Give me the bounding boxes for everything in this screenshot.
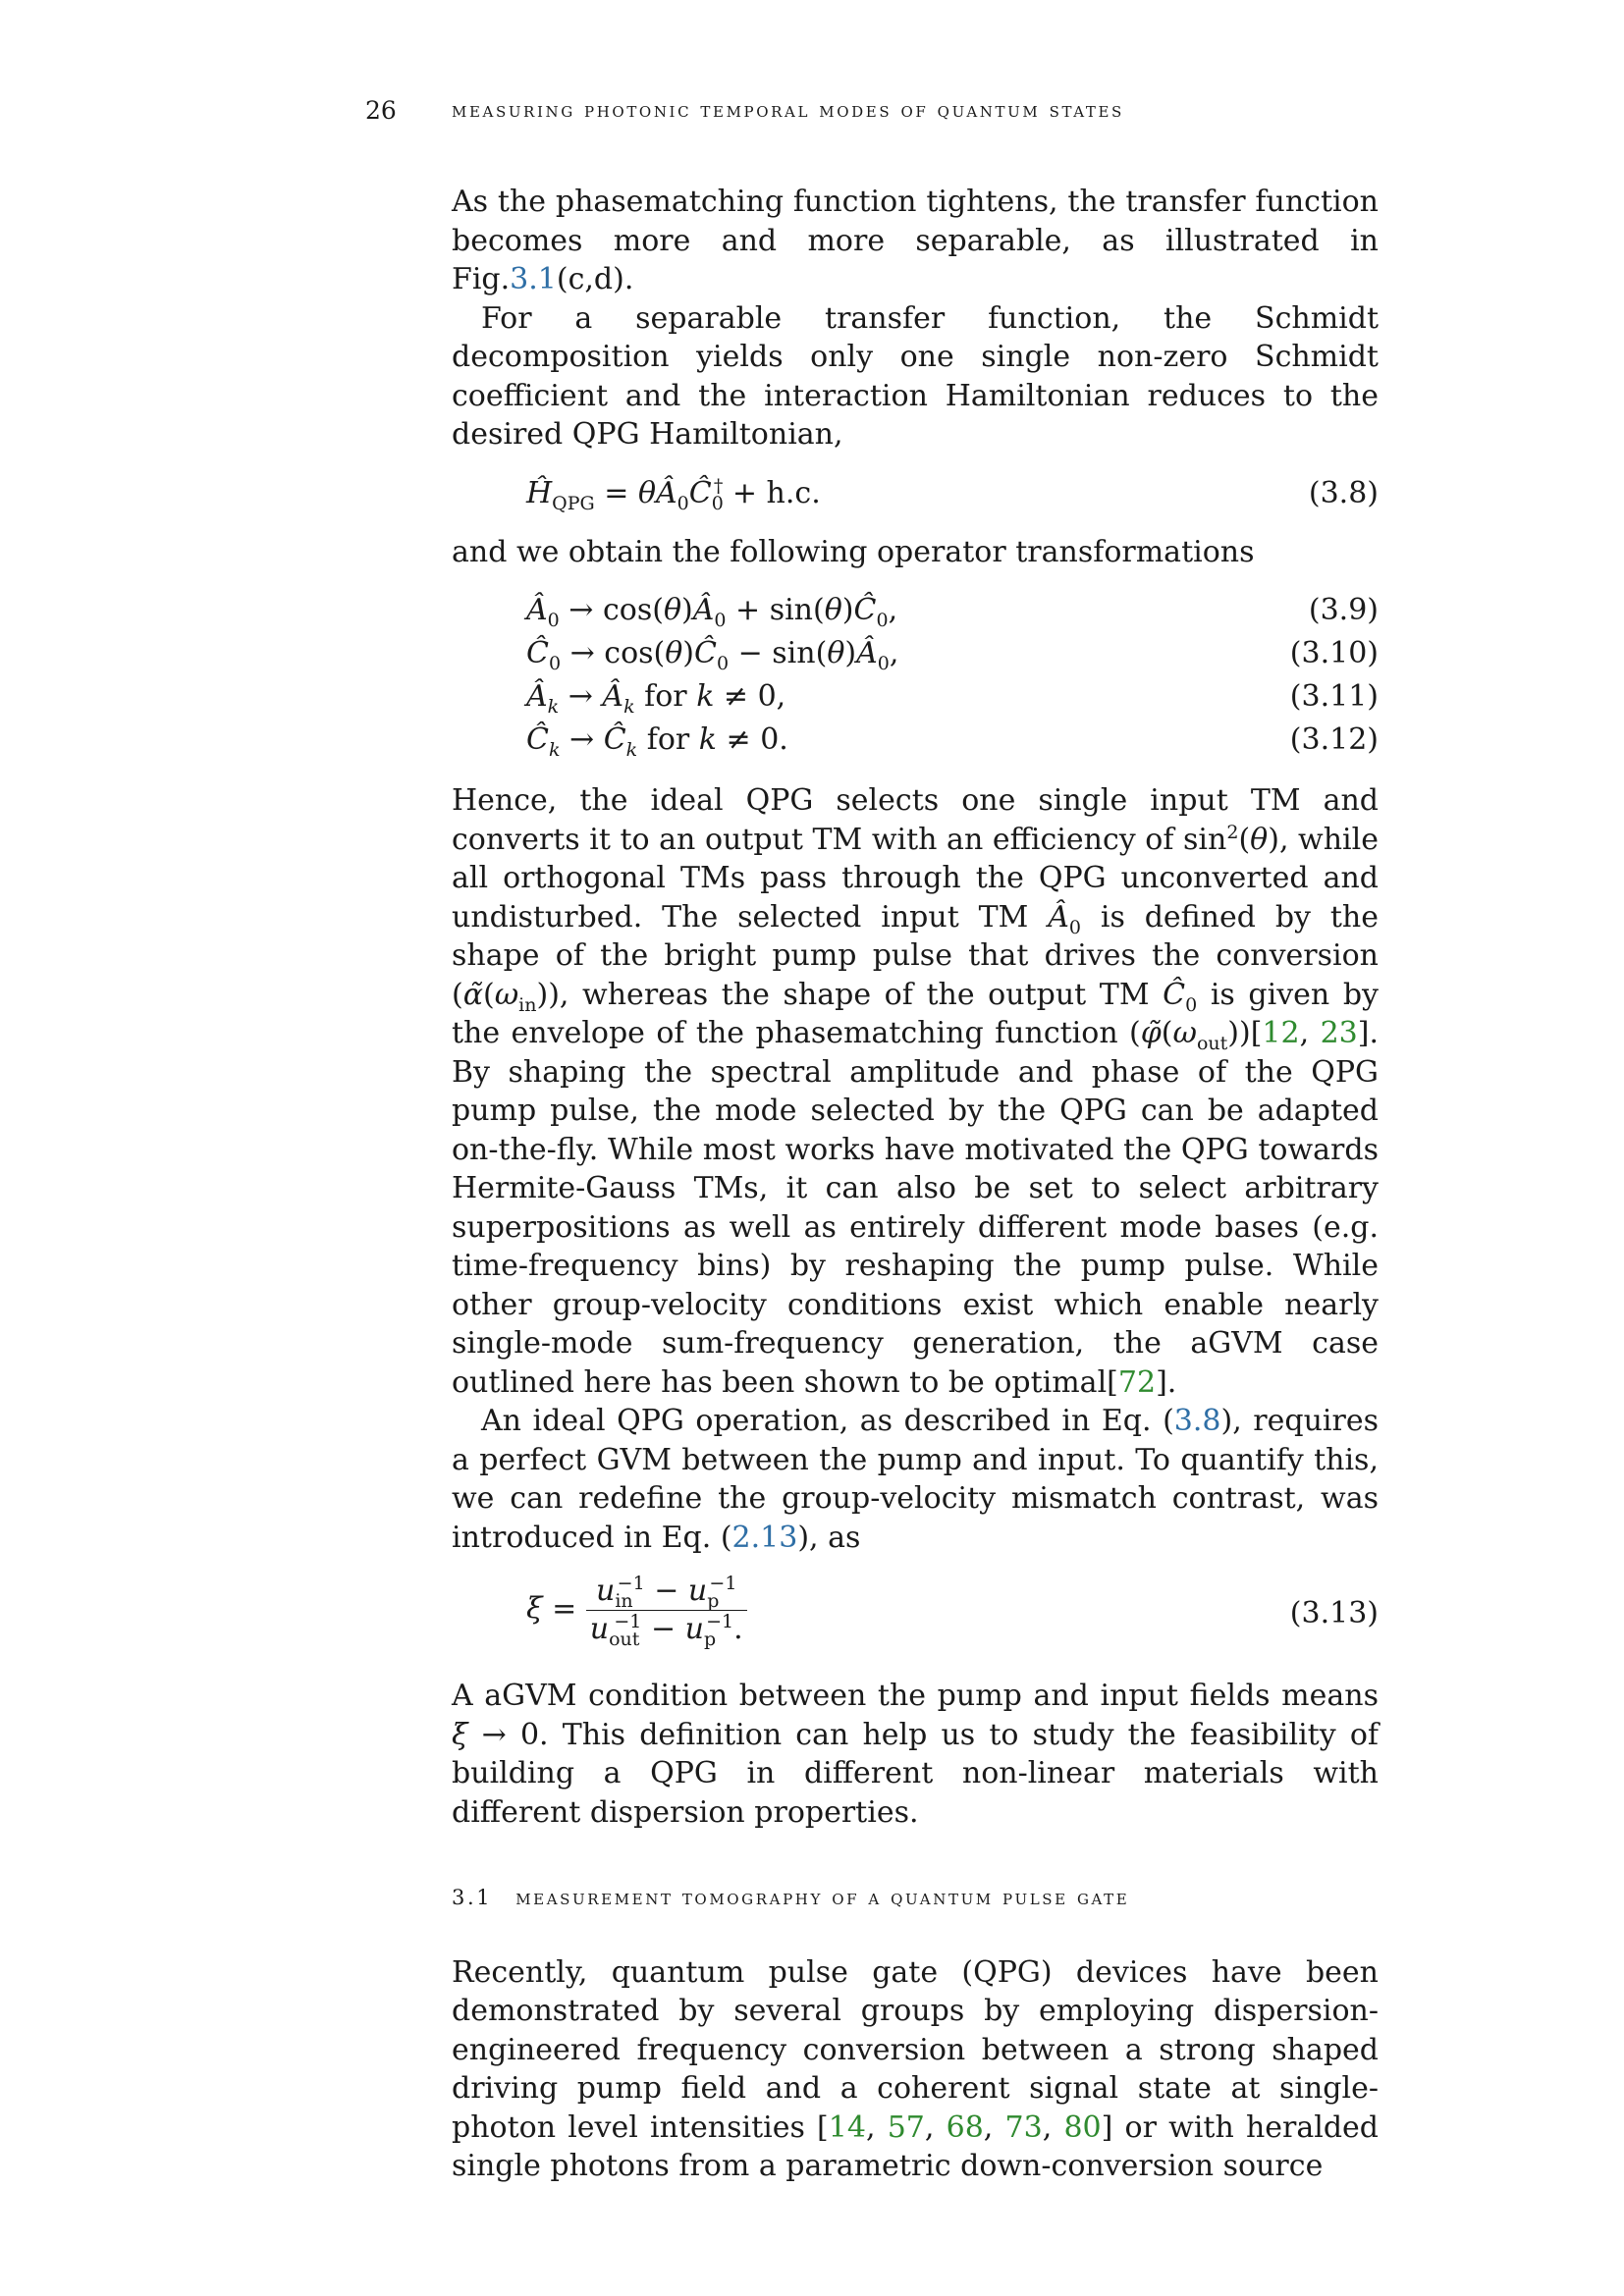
paragraph-7: Recently, quantum pulse gate (QPG) devices have been demonstrated by several groups by employing dispersion-engineered frequency conversion between a strong shaped driving pump field and a coherent signal state at single-photon level intensities [14, 57, 68, 73, 80] or with heralded single photons from a parametric down-conversion source xyxy=(452,1954,1380,2183)
citation-link[interactable]: 80 xyxy=(1063,2109,1102,2145)
equation-3-12-word: for xyxy=(646,722,690,757)
paragraph-1-tail: (c,d). xyxy=(556,262,634,296)
equation-3-11-word: for xyxy=(644,679,687,714)
equation-number: (3.12) xyxy=(1289,722,1379,757)
equation-ref-link[interactable]: 2.13 xyxy=(731,1520,798,1555)
p5-part-a: An ideal QPG operation, as described in Eq. ( xyxy=(481,1404,1174,1438)
p5-part-b: ), requires a perfect GVM between the pump and input. To quantify this, we can redefine the group-velocity mismatch contrast, was introduced in Eq. ( xyxy=(452,1404,1379,1555)
section-number: 3.1 xyxy=(452,1886,493,1909)
p7-part-a: Recently, quantum pulse gate (QPG) devices have been demonstrated by several groups by employing dispersion-engineered frequency conversion between a strong shaped driving pump field and a coherent signal state at single-photon level intensities [ xyxy=(452,1954,1379,2145)
p4-part-c: is defined by the shape of the bright pump pulse that drives the conversion ( xyxy=(452,899,1379,1012)
equation-3-12-math: $Ĉ_k$ → $Ĉ_k$ for k ≠ 0. xyxy=(526,722,788,761)
equation-ref-link[interactable]: 3.8 xyxy=(1173,1404,1221,1438)
citation-link[interactable]: 72 xyxy=(1117,1364,1157,1400)
equation-3-11 xyxy=(452,673,1379,717)
running-title: measuring photonic temporal modes of quantum states xyxy=(452,98,1124,122)
p6-part-a: A aGVM condition between the pump and input fields means xyxy=(452,1679,1379,1713)
p4-part-d: ), whereas the shape of the output TM xyxy=(548,977,1150,1012)
paragraph-4: Hence, the ideal QPG selects one single input TM and converts it to an output TM with an efficiency of $\sin^2(\theta)$, while all orthogonal TMs pass through the QPG unconverted and undisturbed. The selected input TM $Â_0$ is defined by the shape of the bright pump pulse that drives the conversion $(\alphã(\omega_{in}))$, whereas the shape of the output TM $Ĉ_0$ is given by the envelope of the phasematching function $(\varphĩ(\omega_{out}))[12$, 23]. By shaping the spectral amplitude and phase of the QPG pump pulse, the mode selected by the QPG can be adapted on-the-fly. While most works have motivated the QPG towards Hermite-Gauss TMs, it can also be set to select arbitrary superpositions as well as entirely different mode bases (e.g. time-frequency bins) by reshaping the pump pulse. While other group-velocity conditions exist which enable nearly single-mode sum-frequency generation, the aGVM case outlined here has been shown to be optimal[72]. xyxy=(452,783,1380,1400)
citation-link[interactable]: 57 xyxy=(887,2109,925,2145)
equation-number: (3.13) xyxy=(1289,1596,1379,1630)
p5-part-c: ), as xyxy=(797,1520,861,1555)
section-title: measurement tomography of a quantum pulse gate xyxy=(515,1886,1130,1909)
p7-part-b: ] or with heralded single photons from a parametric down-conversion source xyxy=(452,2109,1380,2183)
running-header xyxy=(365,96,1308,130)
p4-part-g: ]. By shaping the spectral amplitude and phase of the QPG pump pulse, the mode selected by the QPG can be adapted on-the-fly. While most works have motivated the QPG towards Hermite-Gauss TMs, it can also be set to select arbitrary superpositions as well as entirely different mode bases (e.g. time-frequency bins) by reshaping the pump pulse. While other group-velocity conditions exist which enable nearly single-mode sum-frequency generation, the aGVM case outlined here has been shown to be optimal[ xyxy=(452,1016,1379,1400)
p4-part-e: is given by the envelope of the phasematching function ( xyxy=(452,977,1379,1050)
citation-link[interactable]: 14 xyxy=(828,2109,866,2145)
section-heading xyxy=(452,1879,1379,1918)
equation-block-3-9-to-3-12 xyxy=(452,587,1379,760)
paragraph-1 xyxy=(452,183,1379,299)
equation-number: (3.11) xyxy=(1289,679,1379,714)
paragraph-2: For a separable transfer function, the Schmidt decomposition yields only one single non-zero Schmidt coefficient and the interaction Hamiltonian reduces to the desired QPG Hamiltonian, xyxy=(452,300,1379,452)
equation-3-13 xyxy=(452,1567,1379,1661)
equation-3-8 xyxy=(452,470,1379,517)
citation-link[interactable]: 12 xyxy=(1262,1016,1300,1050)
equation-3-11-math: $Â_k$ → $Â_k$ for k ≠ 0, xyxy=(526,679,786,718)
equation-3-8-math: $Ĥ_{QPG}$ = $\theta Â_0Ĉ_0^\dagger + h.c$. xyxy=(526,474,821,514)
paragraph-3: and we obtain the following operator transformations xyxy=(452,534,1255,569)
equation-3-9-math: $Â_0$ → $\cos(\theta)Â_0$ + $\sin(\theta)Ĉ_0$, xyxy=(526,593,898,631)
p4-part-b: , while all orthogonal TMs pass through the QPG unconverted and undisturbed. The selected input TM xyxy=(452,822,1380,934)
equation-number: (3.8) xyxy=(1308,475,1379,510)
citation-link[interactable]: 23 xyxy=(1320,1016,1358,1050)
page-number: 26 xyxy=(365,96,397,125)
equation-number: (3.10) xyxy=(1289,636,1379,670)
paragraph-1-text: As the phasematching function tightens, the transfer function becomes more and more separable, as illustrated in Fig. xyxy=(452,185,1379,296)
equation-3-10-math: $Ĉ_0$ → $\cos(\theta)Ĉ_0$ − $\sin(\theta)Â_0$, xyxy=(526,636,899,674)
page-body xyxy=(452,183,1379,2186)
paragraph-5 xyxy=(452,1402,1379,1557)
equation-3-9 xyxy=(452,587,1379,630)
p4-part-a: Hence, the ideal QPG selects one single input TM and converts it to an output TM with an efficiency of sin xyxy=(452,783,1379,857)
equation-number: (3.9) xyxy=(1308,593,1379,627)
p4-part-h: ]. xyxy=(1156,1364,1177,1400)
equation-3-13-math: ξ = $\frac{u_{in}^{-1} - u_p^{-1}}{u_{out}^{-1} - u_p^{-1}.}$ xyxy=(526,1575,747,1646)
paragraph-6: A aGVM condition between the pump and input fields means ξ → 0. This definition can help us to study the feasibility of building a QPG in different non-linear materials with different dispersion properties. xyxy=(452,1679,1379,1830)
p6-part-b: This definition can help us to study the feasibility of building a QPG in different non-linear materials with different dispersion properties. xyxy=(452,1717,1379,1830)
citation-link[interactable]: 68 xyxy=(946,2109,984,2145)
figure-ref-link[interactable]: 3.1 xyxy=(510,262,557,296)
citation-link[interactable]: 73 xyxy=(1004,2109,1043,2145)
p4-part-f: )[ xyxy=(1239,1016,1263,1050)
equation-3-12 xyxy=(452,717,1379,760)
equation-3-10 xyxy=(452,630,1379,673)
